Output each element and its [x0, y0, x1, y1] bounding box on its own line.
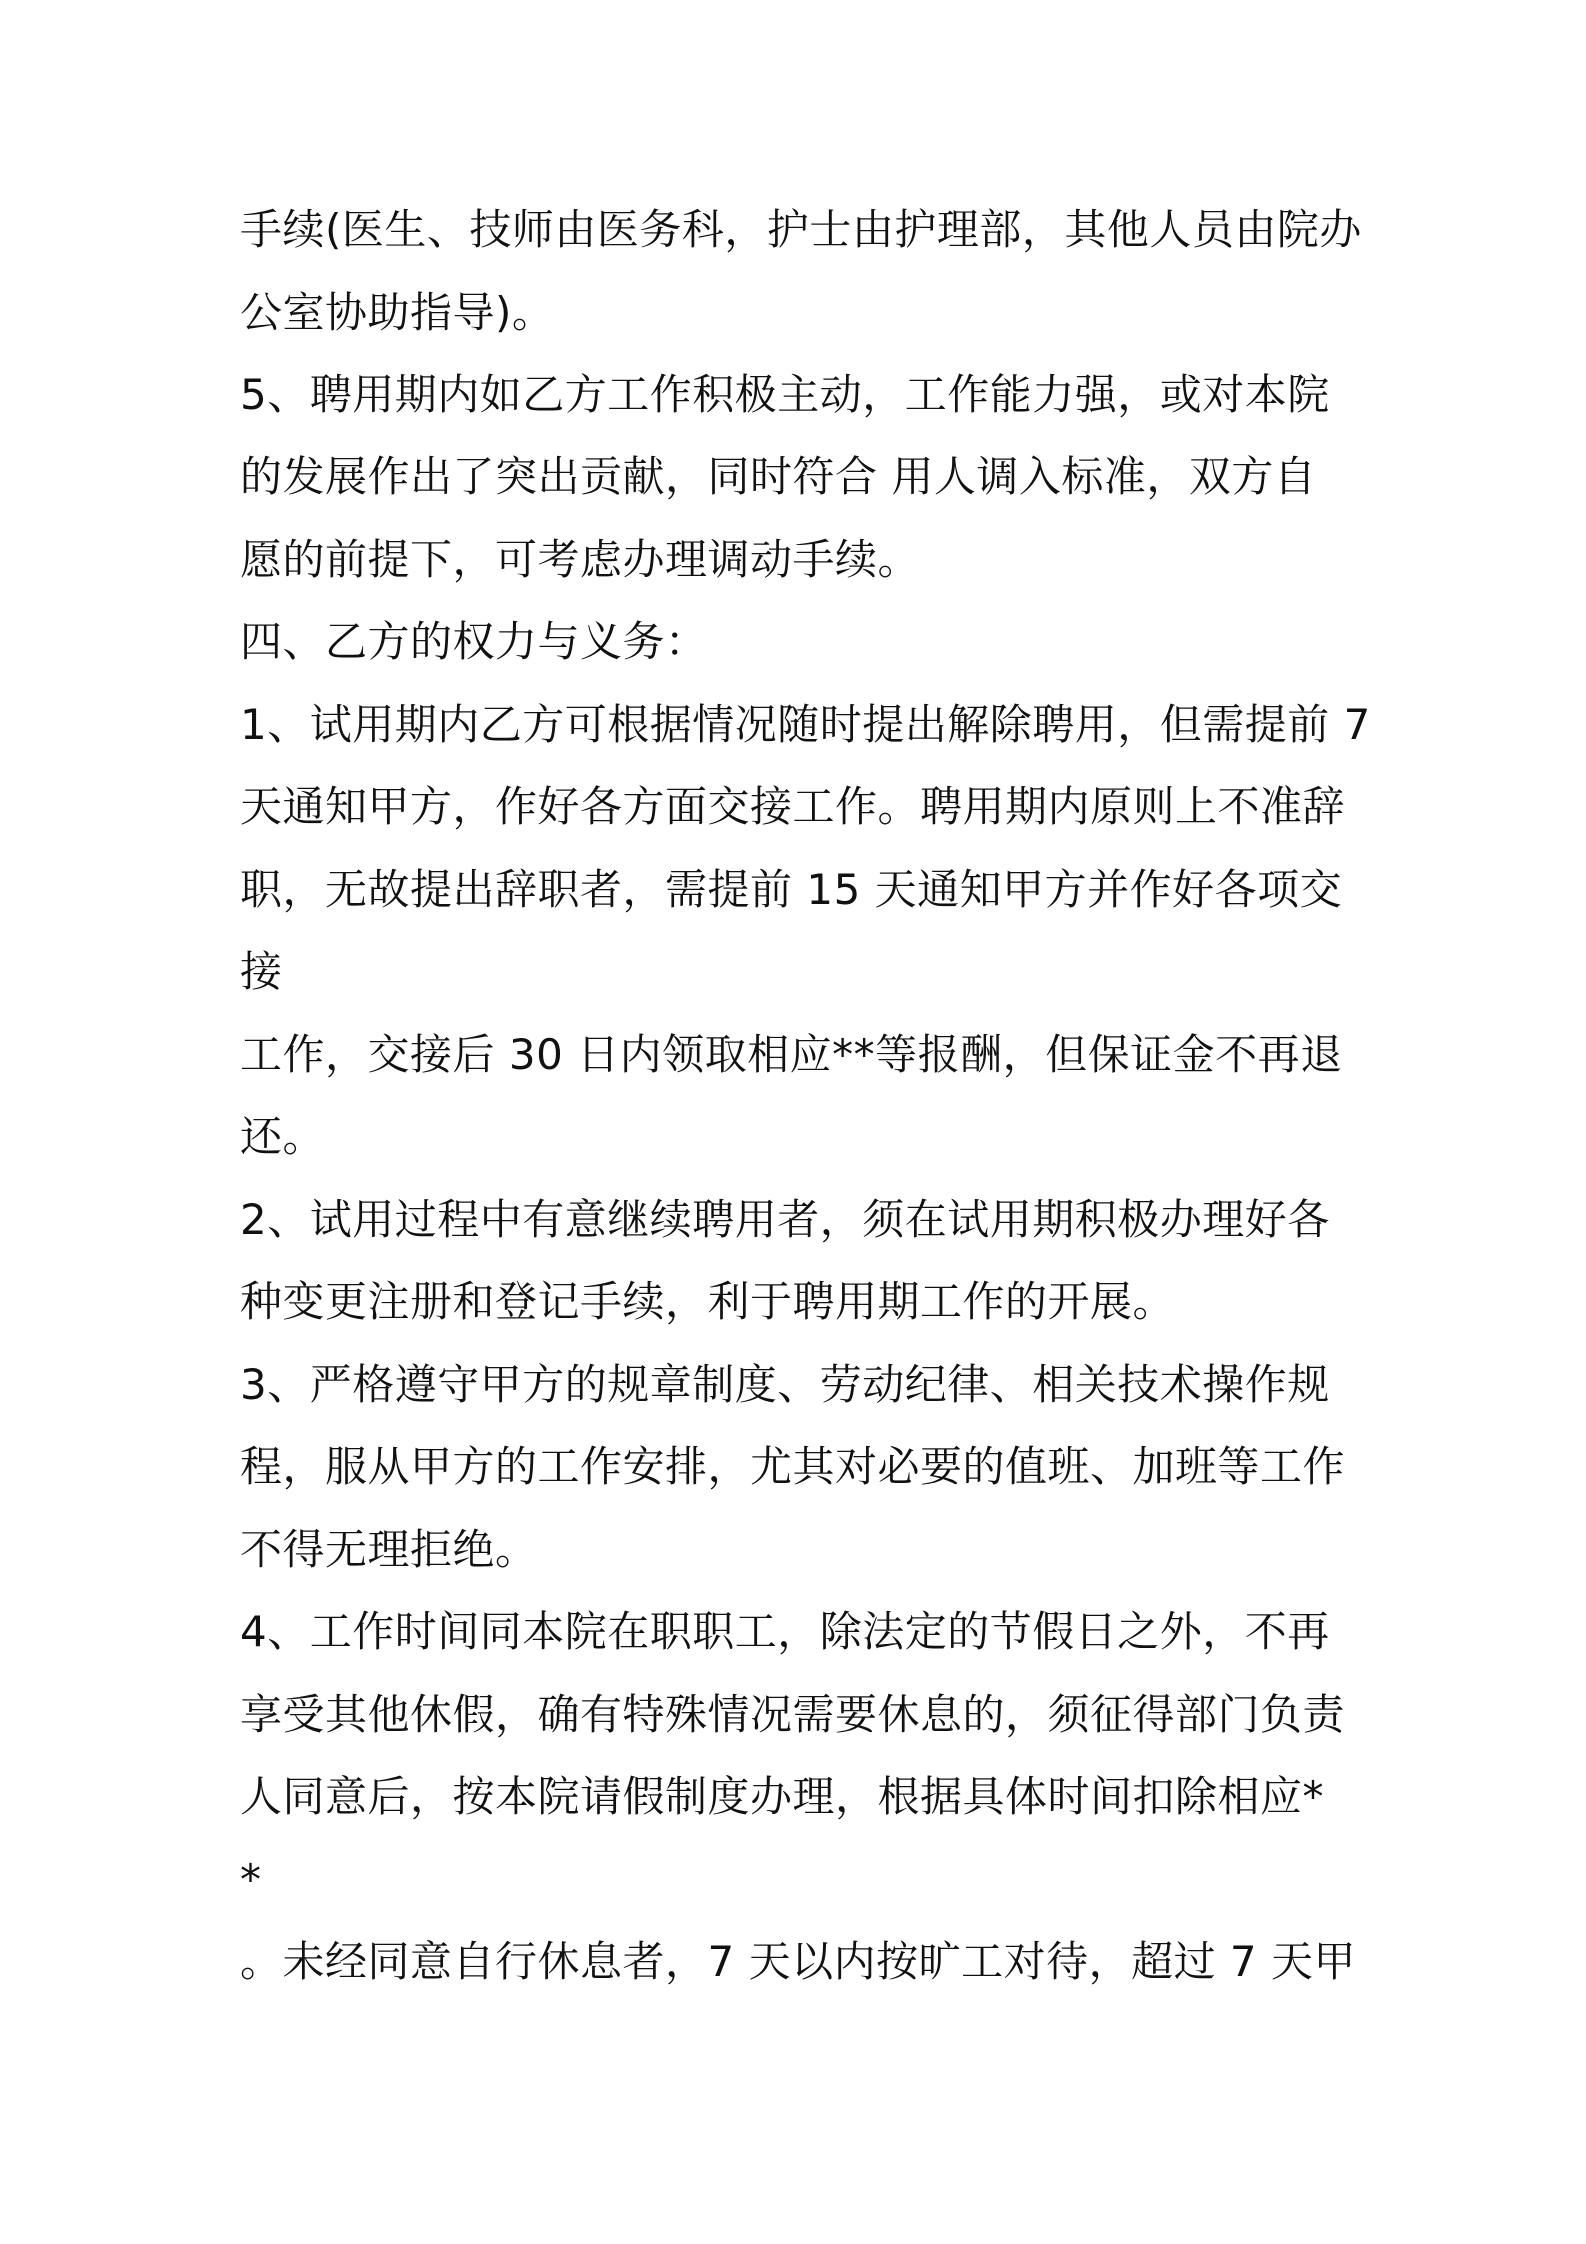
text-line: 接	[240, 947, 283, 996]
text-line: 1、试用期内乙方可根据情况随时提出解除聘用，但需提前 7	[240, 700, 1371, 749]
text-line: 还。	[240, 1112, 326, 1161]
text-line: 工作，交接后 30 日内领取相应**等报酬，但保证金不再退	[240, 1030, 1343, 1079]
text-line: 3、严格遵守甲方的规章制度、劳动纪律、相关技术操作规	[240, 1360, 1330, 1409]
text-line: 2、试用过程中有意继续聘用者，须在试用期积极办理好各	[240, 1195, 1330, 1244]
text-line: 种变更注册和登记手续，利于聘用期工作的开展。	[240, 1277, 1176, 1326]
text-line: 的发展作出了突出贡献，同时符合 用人调入标准，双方自	[240, 452, 1317, 501]
text-line: 不得无理拒绝。	[240, 1525, 538, 1574]
text-line: 5、聘用期内如乙方工作积极主动，工作能力强，或对本院	[240, 370, 1330, 419]
text-line: 4、工作时间同本院在职职工，除法定的节假日之外，不再	[240, 1607, 1330, 1656]
text-line: 程，服从甲方的工作安排，尤其对必要的值班、加班等工作	[240, 1442, 1346, 1491]
text-line: 。未经同意自行休息者，7 天以内按旷工对待，超过 7 天甲	[240, 1937, 1356, 1986]
text-line: 职，无故提出辞职者，需提前 15 天通知甲方并作好各项交	[240, 865, 1343, 914]
text-line: 公室协助指导)。	[240, 288, 555, 337]
section-heading: 四、乙方的权力与义务：	[240, 617, 708, 666]
text-line: 人同意后，按本院请假制度办理，根据具体时间扣除相应*	[240, 1772, 1325, 1821]
text-line: 天通知甲方，作好各方面交接工作。聘用期内原则上不准辞	[240, 782, 1346, 831]
text-line: 手续(医生、技师由医务科，护士由护理部，其他人员由院办	[240, 205, 1362, 254]
text-line: *	[240, 1855, 262, 1904]
text-line: 愿的前提下，可考虑办理调动手续。	[240, 535, 921, 584]
text-line: 享受其他休假，确有特殊情况需要休息的，须征得部门负责	[240, 1690, 1346, 1739]
